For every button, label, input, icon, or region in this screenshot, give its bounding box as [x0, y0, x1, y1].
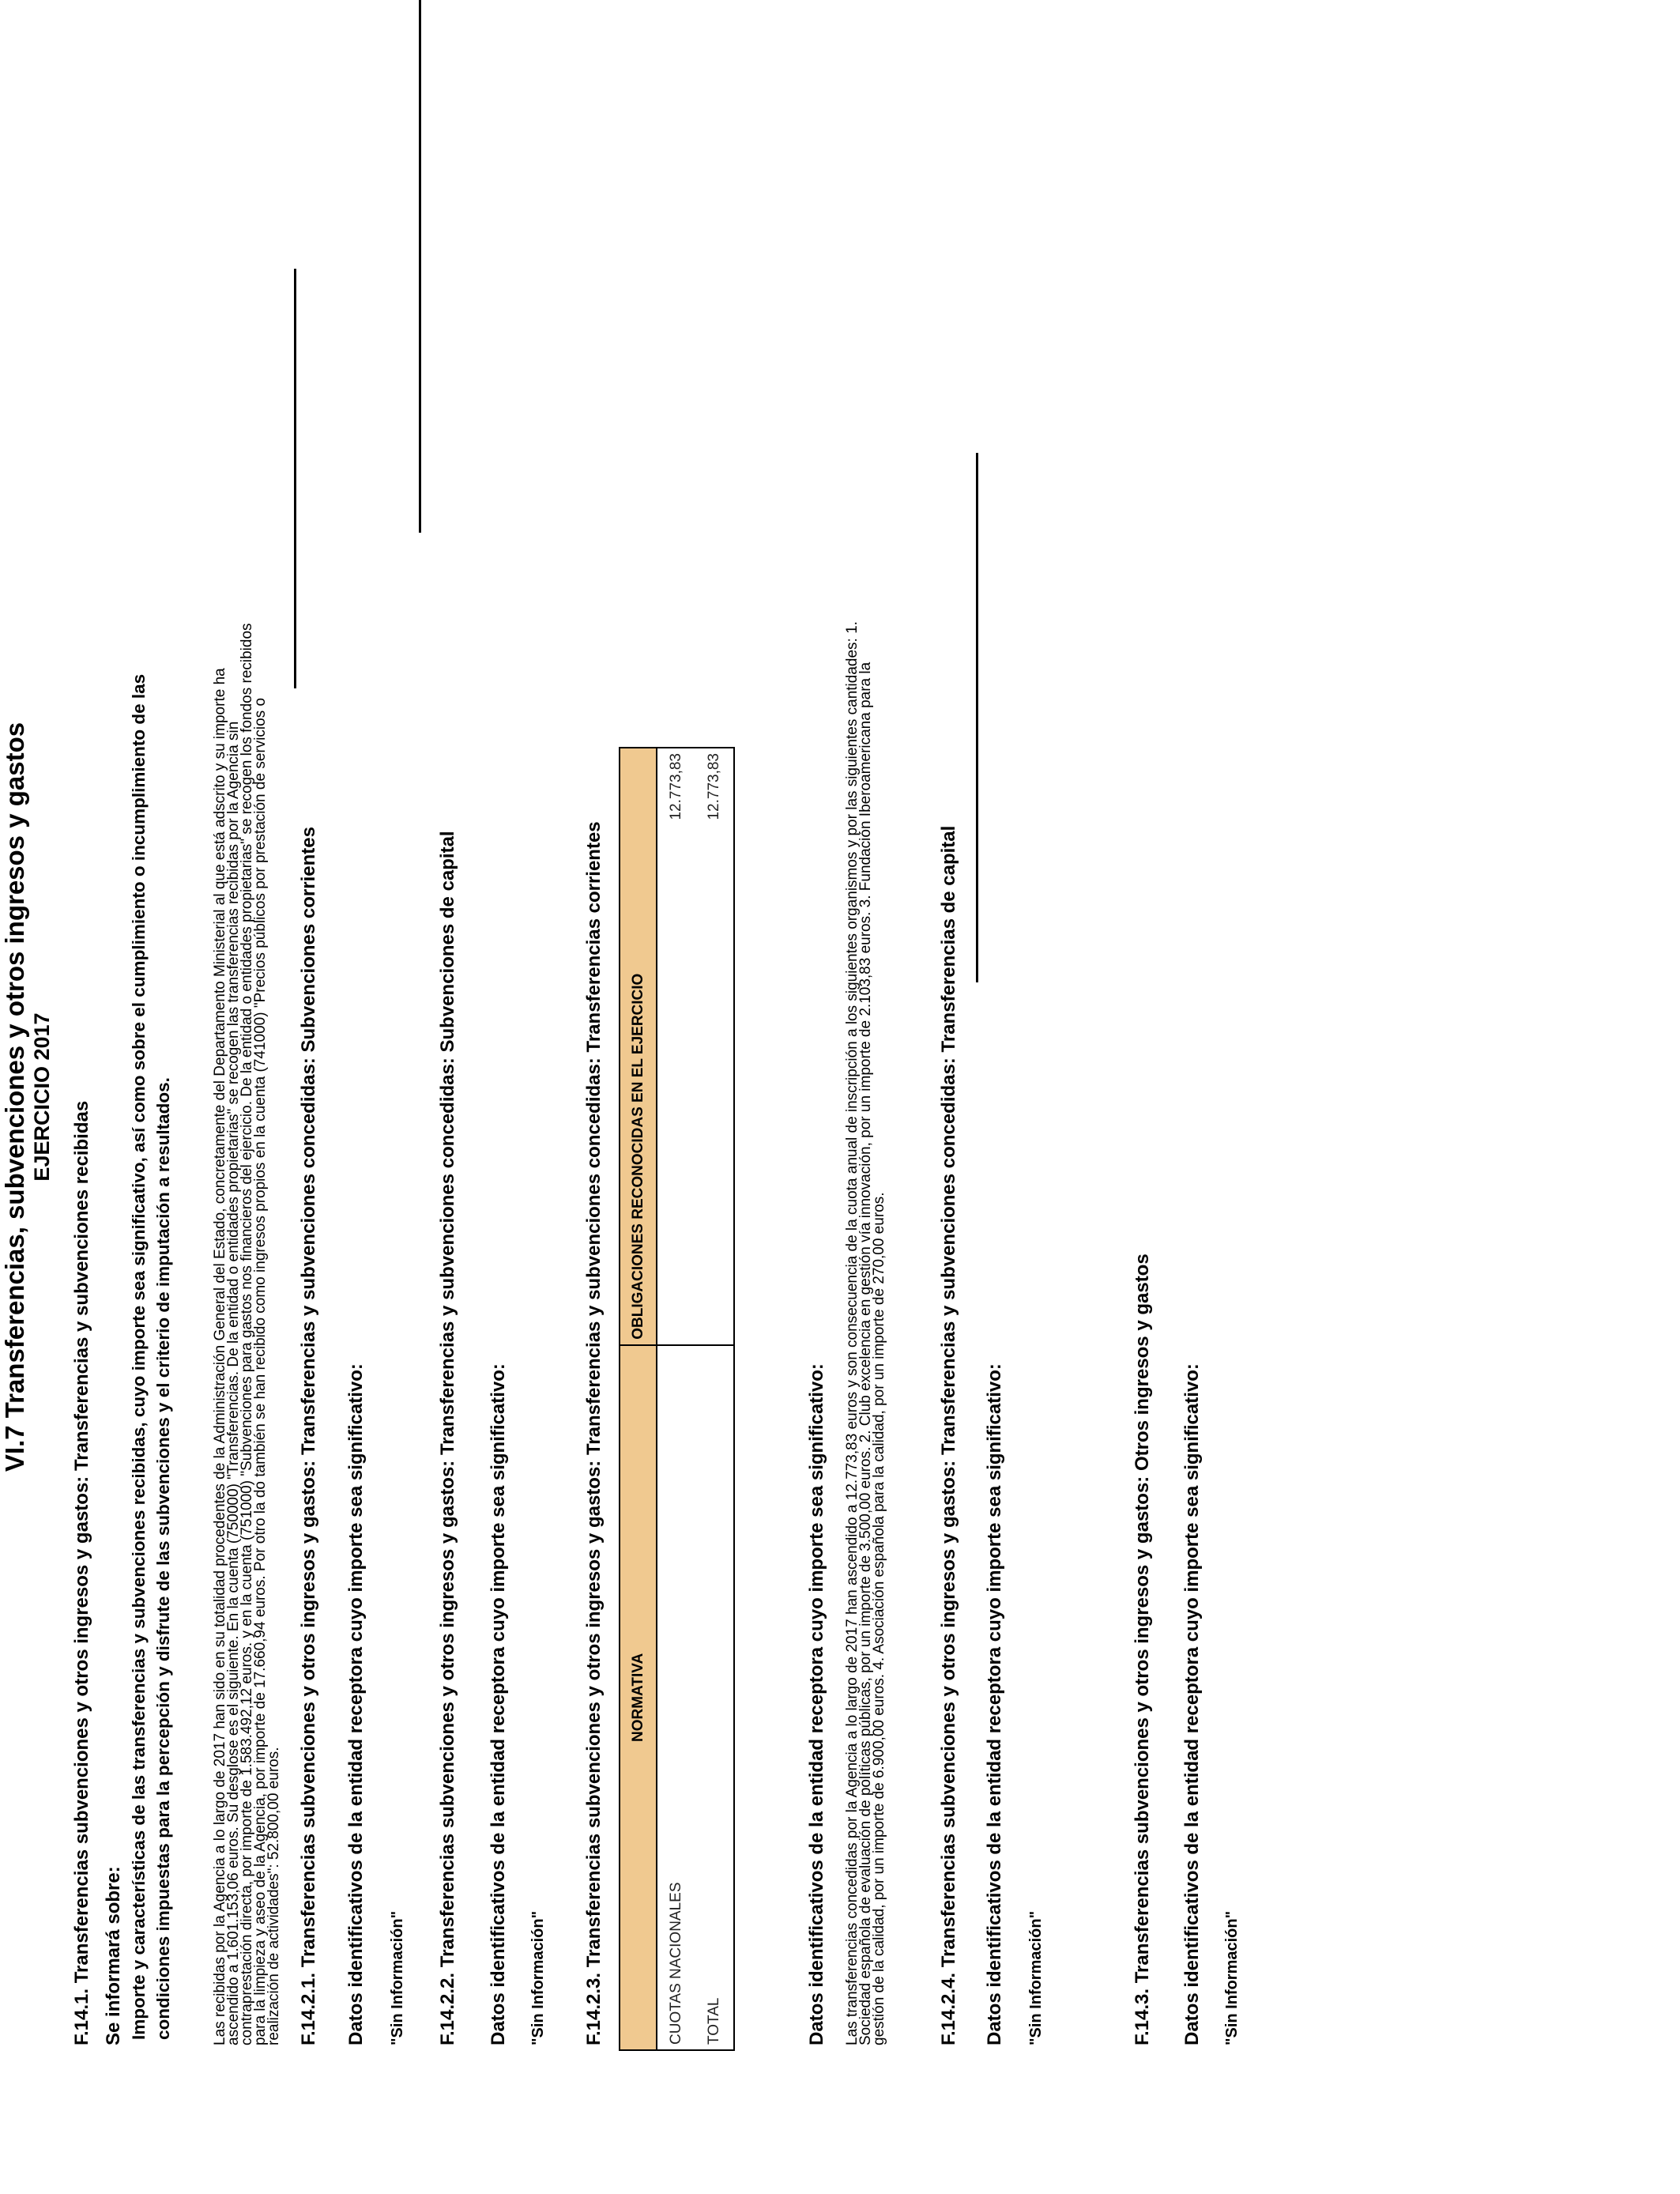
cell-normativa: CUOTAS NACIONALES	[657, 1345, 695, 2050]
paragraph-recibidas-line: para la limpieza y aseo de la Agencia, por importe de 17.660,94 euros. Por otro la do también se han recibido como ingresos propios en la cuenta (741000) "Precios públicos por prestación de servicios o	[252, 697, 269, 2045]
cell-importe: 12.773,83	[657, 748, 695, 1345]
section-f143-heading: F.14.3. Transferencias subvenciones y otros ingresos y gastos: Otros ingresos y gastos	[1132, 1253, 1153, 2045]
separator-rule	[294, 269, 296, 688]
page-title: VI.7 Transferencias, subvenciones y otros ingresos y gastos	[0, 722, 29, 1472]
paragraph-recibidas-line: ascendido a 1.601.153,06 euros. Su desglose es el siguiente. En la cuenta (750000) "Transferencias. De la entidad o entidades propietarias" se recogen las transferencias recibidas por la Agencia sin	[225, 721, 242, 2045]
col-normativa-header: NORMATIVA	[620, 1345, 657, 2050]
importe-line-1: Importe y características de las transferencias y subvenciones recibidas, cuyo importe sea significativo, así como sobre el cumplimiento o incumplimiento de las	[129, 673, 149, 2040]
sin-informacion-1: "Sin Información"	[389, 1910, 406, 2045]
datos-label-4: Datos identificativos de la entidad receptora cuyo importe sea significativo:	[984, 1363, 1005, 2045]
informara-label: Se informará sobre:	[103, 1866, 124, 2045]
section-f1424-heading: F.14.2.4. Transferencias subvenciones y otros ingresos y gastos: Transferencias y subvenciones concedidas: Transferencias de capital	[938, 825, 959, 2045]
cell-importe: 12.773,83	[695, 748, 734, 1345]
exercise-year: EJERCICIO 2017	[30, 1012, 54, 1182]
section-f1421-heading: F.14.2.1. Transferencias subvenciones y otros ingresos y gastos: Transferencias y subvenciones concedidas: Subvenciones corrientes	[298, 827, 319, 2045]
sin-informacion-5: "Sin Información"	[1223, 1910, 1241, 2045]
section-f1422-heading: F.14.2.2. Transferencias subvenciones y otros ingresos y gastos: Transferencias y subvenciones concedidas: Subvenciones de capital	[437, 831, 458, 2045]
table-row	[657, 748, 695, 2050]
cell-normativa: TOTAL	[695, 1345, 734, 2050]
datos-label-2: Datos identificativos de la entidad receptora cuyo importe sea significativo:	[488, 1363, 509, 2045]
paragraph-concedidas-line: Las transferencias concedidas por la Agencia a lo largo de 2017 han ascendido a 12.773,83 euros y son consecuencia de la cuota anual de inscripción a los siguientes organismos y por las siguientes cantidades: 1.	[844, 621, 861, 2045]
paragraph-concedidas-line: gestión de la calidad, por un importe de 6.900,00 euros. 4. Asociación española para la calidad, por un importe de 270,00 euros.	[871, 1192, 887, 2045]
separator-rule	[976, 453, 978, 982]
sin-informacion-4: "Sin Información"	[1027, 1910, 1045, 2045]
paragraph-recibidas-line: realización de actividades": 52.800,00 euros.	[266, 1747, 282, 2045]
datos-label-3: Datos identificativos de la entidad receptora cuyo importe sea significativo:	[806, 1363, 827, 2045]
paragraph-recibidas-line: contraprestación directa, por importe de 1.583.492,12 euros. y en la cuenta (751000) "Subvenciones para gastos nos financieros del ejercicio. De la entidad o entidades propietarias" se recogen los fondos recibidos	[239, 623, 255, 2045]
separator-rule	[419, 0, 421, 533]
sin-informacion-2: "Sin Información"	[529, 1910, 547, 2045]
table-row	[695, 748, 734, 2050]
paragraph-recibidas-line: Las recibidas por la Agencia a lo largo de 2017 han sido en su totalidad procedentes de la Administración General del Estado, concretamente del Departamento Ministerial al que está adscrito y su importe ha	[212, 668, 228, 2045]
importe-line-2: condiciones impuestas para la percepción y disfrute de las subvenciones y el criterio de imputación a resultados.	[153, 1077, 173, 2040]
transferencias-table	[619, 747, 735, 2051]
paragraph-concedidas-line: Sociedad española de evaluación de políticas públicas, por un importe de 3.500,00 euros. 2. Club excelencia en gestión vía innovación, por un importe de 2.103,83 euros. 3. Fundación Iberoamericana para la	[857, 662, 874, 2045]
section-f1423-heading: F.14.2.3. Transferencias subvenciones y otros ingresos y gastos: Transferencias y subvenciones concedidas: Transferencias corrientes	[583, 821, 605, 2045]
section-f141-heading: F.14.1. Transferencias subvenciones y otros ingresos y gastos: Transferencias y subvenciones recibidas	[71, 1100, 92, 2045]
datos-label-1: Datos identificativos de la entidad receptora cuyo importe sea significativo:	[345, 1363, 367, 2045]
col-obligaciones-header: OBLIGACIONES RECONOCIDAS EN EL EJERCICIO	[620, 748, 657, 1345]
datos-label-5: Datos identificativos de la entidad receptora cuyo importe sea significativo:	[1181, 1363, 1203, 2045]
